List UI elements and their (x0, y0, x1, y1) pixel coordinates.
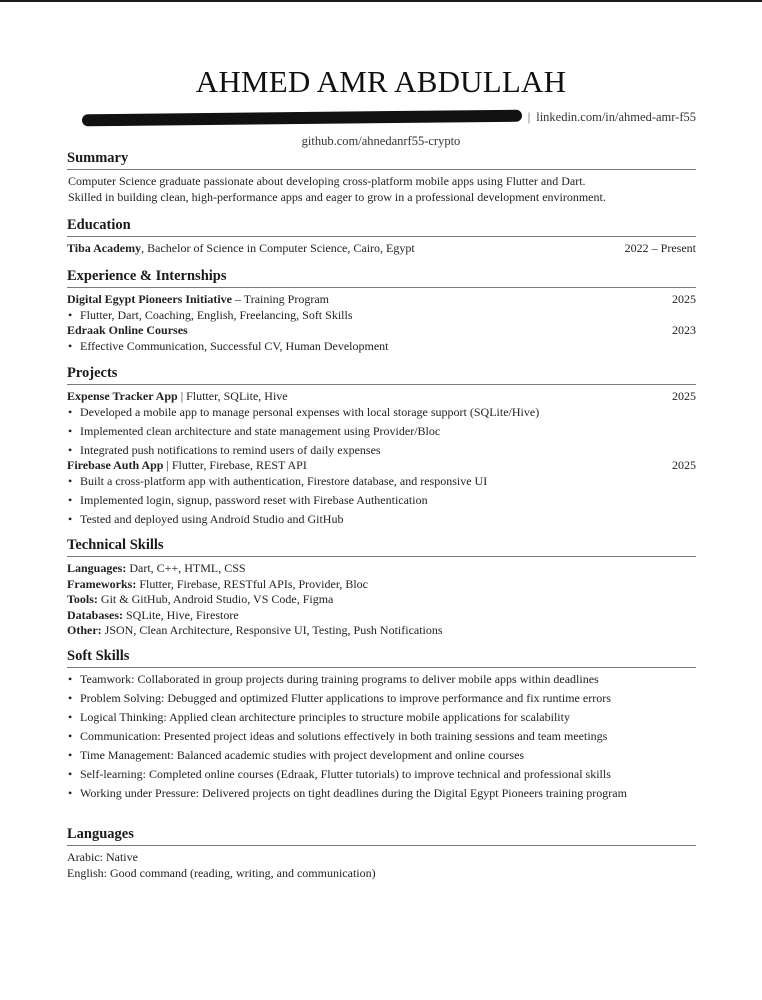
degree-detail: , Bachelor of Science in Computer Science, Cairo, Egypt (141, 241, 415, 255)
skill-label: Databases: (67, 607, 123, 622)
project-stack: | Flutter, Firebase, REST API (163, 458, 307, 472)
experience-bullet: • Effective Communication, Successful CV, Human Development (67, 339, 696, 355)
skill-row (67, 592, 696, 608)
section-title-languages: Languages (67, 826, 696, 846)
education-description (67, 241, 415, 257)
skill-row (67, 561, 696, 577)
section-title-summary: Summary (67, 150, 696, 170)
education-entry (67, 241, 696, 257)
contact-line (53, 110, 696, 125)
soft-skill-item: • Time Management: Balanced academic studies with project development and online courses (67, 748, 696, 764)
experience-bullet: • Flutter, Dart, Coaching, English, Freelancing, Soft Skills (67, 308, 696, 324)
project-bullet: • Integrated push notifications to remind users of daily expenses (67, 443, 696, 459)
soft-skills-list (67, 672, 696, 802)
skill-value: Git & GitHub, Android Studio, VS Code, Figma (97, 592, 334, 606)
project-bullet: • Tested and deployed using Android Studio and GitHub (67, 512, 696, 528)
skill-value: Flutter, Firebase, RESTful APIs, Provider, Bloc (136, 576, 369, 591)
skill-value: JSON, Clean Architecture, Responsive UI, Testing, Push Notifications (101, 623, 443, 637)
projects-section (67, 365, 696, 527)
project-stack: | Flutter, SQLite, Hive (177, 389, 288, 403)
institution-name: Tiba Academy (67, 241, 142, 255)
experience-org: Edraak Online Courses (67, 323, 188, 337)
experience-entry (67, 292, 696, 308)
education-section (67, 217, 696, 257)
top-border (0, 0, 762, 2)
skill-row (67, 623, 696, 639)
project-name: Expense Tracker App (67, 389, 178, 403)
soft-skill-item: • Working under Pressure: Delivered projects on tight deadlines during the Digital Egypt Pioneers training program (67, 786, 696, 802)
section-title-education: Education (67, 217, 696, 237)
section-title-experience: Experience & Internships (67, 268, 696, 288)
language-item: English: Good command (reading, writing, and communication) (67, 865, 376, 880)
experience-section (67, 268, 696, 354)
github-link[interactable]: github.com/ahnedanrf55-crypto (301, 134, 461, 148)
section-title-soft-skills: Soft Skills (67, 648, 696, 668)
soft-skills-section (67, 648, 696, 802)
project-entry (67, 389, 696, 405)
summary-section (67, 150, 696, 205)
soft-skill-item: • Logical Thinking: Applied clean architecture principles to structure mobile applications for scalability (67, 710, 696, 726)
technical-skills-section (67, 537, 696, 639)
skill-label: Other: (67, 623, 102, 637)
skill-label: Languages: (67, 561, 127, 575)
experience-entry (67, 323, 696, 339)
skill-label: Frameworks: (67, 576, 137, 591)
experience-list (67, 292, 696, 354)
language-item: Arabic: Native (67, 850, 138, 864)
candidate-name: AHMED AMR ABDULLAH (195, 64, 567, 99)
soft-skill-item: • Teamwork: Collaborated in group projects during training programs to deliver mobile apps within deadlines (67, 672, 696, 688)
summary-text (67, 174, 696, 205)
section-title-projects: Projects (67, 365, 696, 385)
skill-value: Dart, C++, HTML, CSS (126, 561, 246, 575)
soft-skill-item: • Problem Solving: Debugged and optimized Flutter applications to improve performance and fix runtime errors (67, 691, 696, 707)
skill-value: SQLite, Hive, Firestore (123, 607, 239, 622)
project-bullet: • Implemented login, signup, password reset with Firebase Authentication (67, 493, 696, 509)
redacted-contact-info (82, 109, 522, 126)
languages-section (67, 826, 696, 881)
soft-skill-item: • Communication: Presented project ideas and solutions effectively in both training sessions and team meetings (67, 729, 696, 745)
languages-list (67, 850, 696, 881)
project-name: Firebase Auth App (67, 458, 164, 472)
summary-line: Computer Science graduate passionate about developing cross-platform mobile apps using Flutter and Dart. (68, 174, 586, 188)
experience-org: Digital Egypt Pioneers Initiative (67, 292, 232, 306)
contact-separator: | (527, 110, 531, 124)
project-bullet: • Developed a mobile app to manage personal expenses with local storage support (SQLite/Hive) (67, 405, 696, 421)
experience-role: – Training Program (232, 292, 330, 306)
section-title-technical-skills: Technical Skills (67, 537, 696, 557)
skill-row (67, 577, 696, 593)
experience-date: 2023 (672, 323, 696, 337)
linkedin-link[interactable]: linkedin.com/in/ahmed-amr-f55 (536, 110, 696, 124)
experience-date: 2025 (672, 292, 696, 306)
technical-skills-list (67, 561, 696, 639)
project-bullet: • Implemented clean architecture and state management using Provider/Bloc (67, 424, 696, 440)
project-date: 2025 (672, 458, 696, 472)
projects-list (67, 389, 696, 527)
skill-label: Tools: (67, 592, 98, 606)
soft-skill-item: • Self-learning: Completed online courses (Edraak, Flutter tutorials) to improve technical and professional skills (67, 767, 696, 783)
summary-line: Skilled in building clean, high-performance apps and eager to grow in a professional development environment. (68, 189, 606, 204)
skill-row (67, 608, 696, 624)
project-bullet: • Built a cross-platform app with authentication, Firestore database, and responsive UI (67, 474, 696, 490)
education-date: 2022 – Present (624, 241, 696, 255)
project-date: 2025 (672, 389, 696, 403)
project-entry (67, 458, 696, 474)
